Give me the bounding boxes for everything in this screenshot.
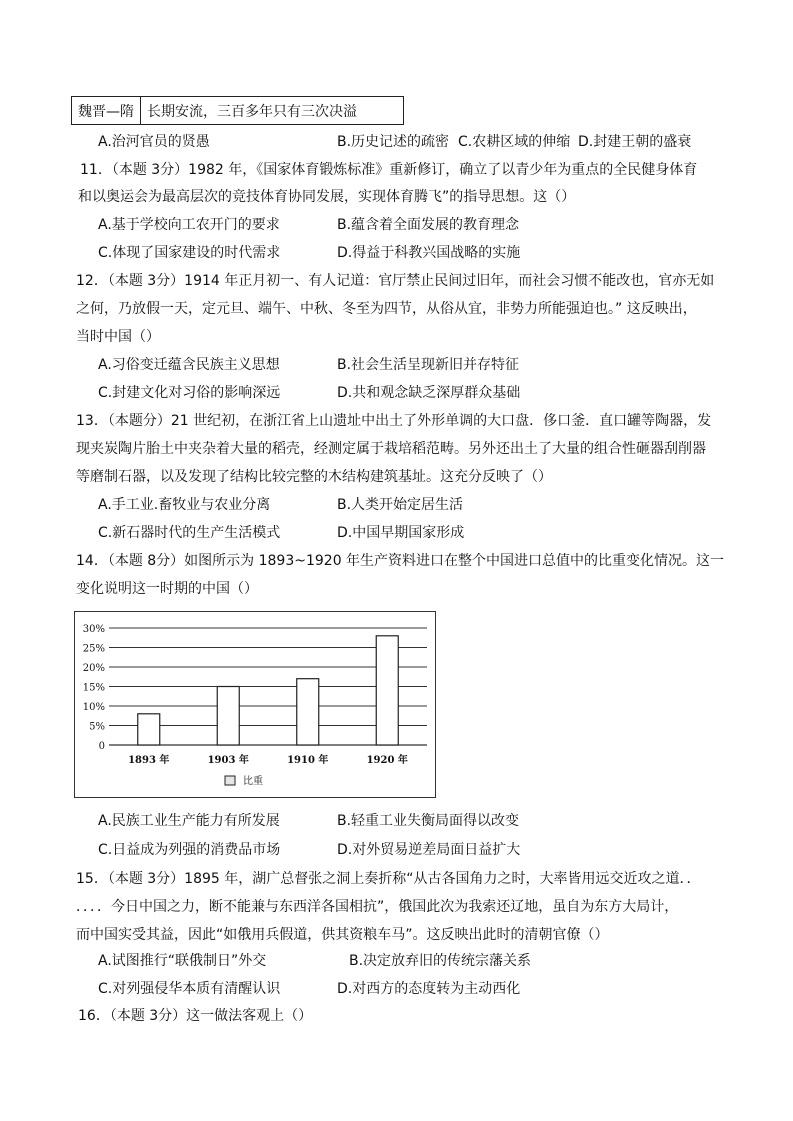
table-row (72, 97, 404, 125)
bar-0 (138, 714, 160, 745)
q13-option-b[interactable]: B.人类开始定居生活 (337, 497, 464, 513)
q15-option-a[interactable]: A.试图推行“联俄制日”外交 (98, 953, 267, 969)
bar-1 (217, 687, 239, 746)
q15-option-c[interactable]: C.对列强侵华本质有清醒认识 (98, 981, 281, 997)
q14-stem-line1: 14．（本题 8分）如图所示为 1893~1920 年生产资料进口在整个中国进口总值中的比重变化情况。这一 (76, 553, 725, 569)
q15-stem-line1: 15．（本题 3分）1895 年，湖广总督张之洞上奏折称“从古各国角力之时，大率皆用远交近攻之道．． (76, 871, 701, 887)
q14-option-c[interactable]: C.日益成为列强的消费品市场 (98, 842, 281, 858)
y-tick-label: 10% (82, 702, 105, 713)
q14-stem-line2: 变化说明这一时期的中国（） (76, 581, 258, 597)
q12-stem-line2: 之何，乃放假一天，定元旦、端午、中秋、冬至为四节，从俗从宜，非势力所能强迫也。” 这反映出， (76, 301, 697, 317)
q14-option-b[interactable]: B.轻重工业失衡局面得以改变 (337, 813, 520, 829)
y-tick-label: 20% (82, 663, 105, 674)
import-ratio-chart (74, 611, 436, 798)
y-tick-label: 30% (82, 624, 105, 635)
q10-option-c[interactable]: C.农耕区域的伸缩 (458, 134, 571, 150)
bar-3 (376, 636, 398, 745)
y-tick-label: 15% (82, 682, 105, 694)
q12-stem-line1: 12．（本题 3分）1914 年正月初一、有人记道：官厅禁止民间过旧年，而社会习惯不能改也，官亦无如 (76, 273, 715, 289)
legend-swatch (225, 776, 235, 785)
table-cell-period: 魏晋—隋 (72, 97, 141, 125)
q11-option-d[interactable]: D.得益于科教兴国战略的实施 (337, 245, 521, 261)
q13-stem-line3: 等磨制石器，以及发现了结构比较完整的木结构建筑基址。这充分反映了（） (76, 469, 552, 485)
x-tick-label: 1903 年 (207, 755, 249, 766)
q11-option-b[interactable]: B.蕴含着全面发展的教育理念 (337, 217, 520, 233)
bar-2 (297, 679, 319, 745)
q12-option-a[interactable]: A.习俗变迁蕴含民族主义思想 (98, 357, 280, 373)
y-tick-label: 5% (89, 721, 105, 733)
y-tick-label: 0 (98, 741, 105, 752)
q15-option-d[interactable]: D.对西方的态度转为主动西化 (337, 981, 521, 997)
x-tick-label: 1910 年 (287, 755, 329, 766)
q13-stem-line2: 现夹炭陶片胎土中夹杂着大量的稻壳，经测定属于栽培稻范畴。另外还出土了大量的组合性砸器刮削器 (76, 441, 706, 457)
q12-option-d[interactable]: D.共和观念缺乏深厚群众基础 (337, 385, 521, 401)
q11-stem-line1: 11．（本题 3分）1982 年，《国家体育锻炼标准》重新修订，确立了以青少年为重点的全民健身体育 (80, 162, 698, 178)
q13-option-d[interactable]: D.中国早期国家形成 (337, 525, 465, 541)
q13-stem-line1: 13．（本题分）21 世纪初，在浙江省上山遗址中出土了外形单调的大口盘．侈口釜．直口罐等陶器，发 (76, 413, 712, 429)
q11-option-a[interactable]: A.基于学校向工农开门的要求 (98, 217, 280, 233)
q10-option-b[interactable]: B.历史记述的疏密 (337, 134, 450, 150)
table-cell-desc: 长期安流，三百多年只有三次决溢 (141, 97, 404, 125)
q11-option-c[interactable]: C.体现了国家建设的时代需求 (98, 245, 281, 261)
q14-option-d[interactable]: D.对外贸易逆差局面日益扩大 (337, 842, 521, 858)
q12-option-b[interactable]: B.社会生活呈现新旧并存特征 (337, 357, 520, 373)
y-tick-label: 25% (82, 643, 105, 655)
x-tick-label: 1893 年 (128, 755, 170, 766)
q10-option-d[interactable]: D.封建王朝的盛衰 (578, 134, 692, 150)
q15-option-b[interactable]: B.决定放弃旧的传统宗藩关系 (349, 953, 532, 969)
q15-stem-line3: 而中国实受其益，因此“如俄用兵假道，供其资粮车马”。这反映出此时的清朝官僚（） (76, 927, 609, 943)
x-tick-label: 1920 年 (366, 755, 408, 766)
q14-option-a[interactable]: A.民族工业生产能力有所发展 (98, 813, 280, 829)
q15-stem-line2: ．．．．今日中国之力，断不能兼与东西洋各国相抗”，俄国此次为我索还辽地，虽自为东方大局计， (76, 899, 679, 915)
q11-stem-line2: 和以奥运会为最高层次的竞技体育协同发展，实现体育腾飞”的指导思想。这（） (78, 189, 576, 205)
bar-chart (75, 612, 435, 797)
history-table (71, 96, 404, 125)
legend-label: 比重 (243, 776, 263, 787)
q10-option-a[interactable]: A.治河官员的贤愚 (98, 134, 210, 150)
q13-option-c[interactable]: C.新石器时代的生产生活模式 (98, 525, 281, 541)
q12-stem-line3: 当时中国（） (76, 329, 160, 345)
q16-stem-line1: 16．（本题 3分）这一做法客观上（） (78, 1008, 313, 1024)
q12-option-c[interactable]: C.封建文化对习俗的影响深远 (98, 385, 281, 401)
q13-option-a[interactable]: A.手工业.畜牧业与农业分离 (98, 497, 271, 513)
